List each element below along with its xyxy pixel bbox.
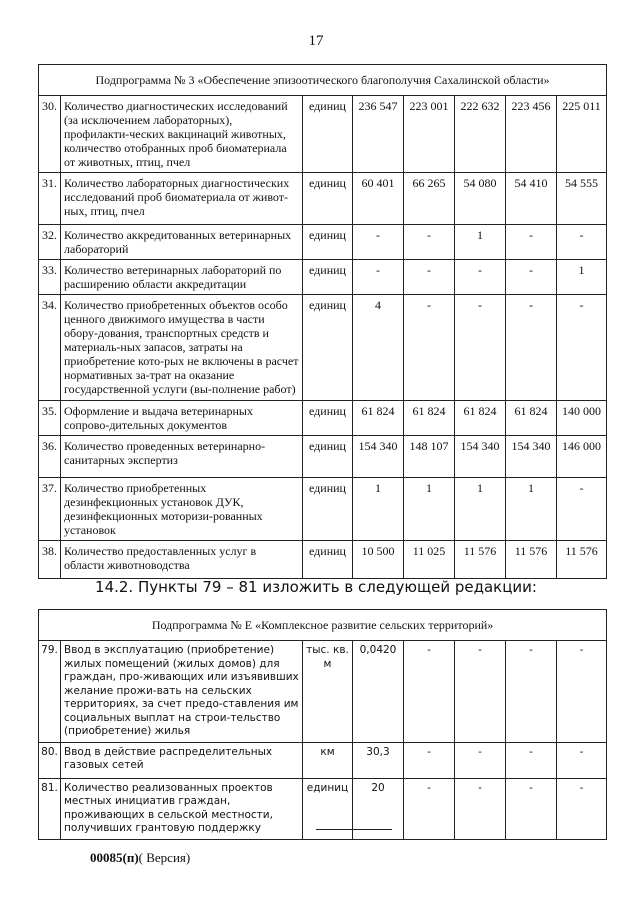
value-cell: - — [404, 225, 455, 260]
unit-cell: тыс. кв. м — [303, 641, 353, 743]
unit-cell: единиц — [303, 225, 353, 260]
value-cell: - — [455, 778, 506, 839]
value-cell: - — [506, 742, 557, 778]
table-row — [39, 742, 607, 778]
value-cell: 61 824 — [455, 401, 506, 436]
table-row — [39, 436, 607, 478]
row-number: 30. — [39, 96, 61, 173]
row-number: 80. — [39, 742, 61, 778]
value-cell: 11 576 — [557, 541, 607, 579]
value-cell: - — [455, 260, 506, 295]
value-cell: - — [404, 295, 455, 401]
document-code-number: 00085(п) — [90, 850, 139, 865]
value-cell: - — [557, 742, 607, 778]
indicator-name: Количество ветеринарных лабораторий по расширению области аккредитации — [61, 260, 303, 295]
unit-cell: единиц — [303, 401, 353, 436]
indicator-name: Количество проведенных ветеринарно-санитарных экспертиз — [61, 436, 303, 478]
table-row — [39, 295, 607, 401]
row-number: 34. — [39, 295, 61, 401]
value-cell: 223 456 — [506, 96, 557, 173]
document-code — [90, 850, 190, 866]
unit-cell: единиц — [303, 541, 353, 579]
value-cell: 61 824 — [506, 401, 557, 436]
value-cell: 11 576 — [455, 541, 506, 579]
value-cell: 1 — [557, 260, 607, 295]
value-cell: - — [455, 742, 506, 778]
value-cell: - — [557, 778, 607, 839]
row-number: 36. — [39, 436, 61, 478]
signature-line — [316, 829, 392, 830]
value-cell: 54 410 — [506, 173, 557, 225]
table-header-row — [39, 610, 607, 641]
value-cell: 30,3 — [353, 742, 404, 778]
value-cell: - — [557, 641, 607, 743]
value-cell: - — [506, 295, 557, 401]
unit-cell: единиц — [303, 260, 353, 295]
value-cell: - — [506, 225, 557, 260]
table-row — [39, 225, 607, 260]
unit-cell: единиц — [303, 96, 353, 173]
value-cell: 154 340 — [455, 436, 506, 478]
subprogram-header: Подпрограмма № Е «Комплексное развитие сельских территорий» — [39, 610, 607, 641]
table2-body — [39, 610, 607, 840]
value-cell: 11 025 — [404, 541, 455, 579]
unit-cell: единиц — [303, 478, 353, 541]
subprogram-header: Подпрограмма № 3 «Обеспечение эпизоотического благополучия Сахалинской области» — [39, 65, 607, 96]
value-cell: 11 576 — [506, 541, 557, 579]
indicator-name: Количество лабораторных диагностических исследований проб биоматериала от живот-ных, птиц, пчел — [61, 173, 303, 225]
document-code-version: ( Версия) — [138, 850, 191, 865]
value-cell: - — [455, 295, 506, 401]
page-number: 17 — [308, 33, 324, 49]
indicators-table-subprogram-3 — [38, 64, 607, 579]
indicator-name: Количество аккредитованных ветеринарных лабораторий — [61, 225, 303, 260]
value-cell: - — [404, 742, 455, 778]
indicator-name: Количество приобретенных объектов особо ценного движимого имущества в части обору-дования, транспортных средств и материаль-ных запасов, затраты на приобретение кото-рых не включены в расчет нормативных за-трат на оказание государственной услуги (вы-полнение работ) — [61, 295, 303, 401]
unit-cell: единиц — [303, 436, 353, 478]
value-cell: 10 500 — [353, 541, 404, 579]
indicator-name: Оформление и выдача ветеринарных сопрово-дительных документов — [61, 401, 303, 436]
value-cell: 54 555 — [557, 173, 607, 225]
value-cell: 146 000 — [557, 436, 607, 478]
value-cell: 222 632 — [455, 96, 506, 173]
indicators-table-subprogram-e — [38, 609, 607, 840]
value-cell: 1 — [353, 478, 404, 541]
row-number: 31. — [39, 173, 61, 225]
value-cell: - — [557, 295, 607, 401]
value-cell: 154 340 — [353, 436, 404, 478]
indicator-name: Ввод в эксплуатацию (приобретение) жилых помещений (жилых домов) для граждан, про-живающих или изъявивших желание прожи-вать на сельских территориях, за счет предо-ставления им социальных выплат на строи-тельство (приобретение) жилья — [61, 641, 303, 743]
value-cell: 225 011 — [557, 96, 607, 173]
row-number: 33. — [39, 260, 61, 295]
value-cell: - — [404, 778, 455, 839]
value-cell: 4 — [353, 295, 404, 401]
value-cell: 66 265 — [404, 173, 455, 225]
value-cell: - — [506, 778, 557, 839]
value-cell: - — [557, 478, 607, 541]
value-cell: 1 — [455, 225, 506, 260]
value-cell: 61 824 — [353, 401, 404, 436]
unit-cell: единиц — [303, 173, 353, 225]
indicator-name: Количество приобретенных дезинфекционных установок ДУК, дезинфекционных моторизи-рованных установок — [61, 478, 303, 541]
row-number: 38. — [39, 541, 61, 579]
indicator-name: Количество диагностических исследований (за исключением лабораторных), профилакти-ческих вакцинаций животных, количество отобранных проб биоматериала от животных, птиц, пчел — [61, 96, 303, 173]
row-number: 79. — [39, 641, 61, 743]
row-number: 35. — [39, 401, 61, 436]
row-number: 37. — [39, 478, 61, 541]
value-cell: 236 547 — [353, 96, 404, 173]
table-row — [39, 541, 607, 579]
value-cell: - — [353, 260, 404, 295]
table-row — [39, 96, 607, 173]
table-row — [39, 173, 607, 225]
indicator-name: Количество предоставленных услуг в области животноводства — [61, 541, 303, 579]
value-cell: 1 — [506, 478, 557, 541]
value-cell: - — [506, 641, 557, 743]
value-cell: 148 107 — [404, 436, 455, 478]
section-heading: 14.2. Пункты 79 – 81 изложить в следующей редакции: — [95, 578, 537, 596]
value-cell: 0,0420 — [353, 641, 404, 743]
value-cell: - — [506, 260, 557, 295]
value-cell: - — [455, 641, 506, 743]
value-cell: 20 — [353, 778, 404, 839]
value-cell: 60 401 — [353, 173, 404, 225]
unit-cell: единиц — [303, 778, 353, 839]
table-row — [39, 401, 607, 436]
unit-cell: км — [303, 742, 353, 778]
value-cell: 223 001 — [404, 96, 455, 173]
value-cell: - — [404, 641, 455, 743]
value-cell: 61 824 — [404, 401, 455, 436]
value-cell: 1 — [404, 478, 455, 541]
table-row — [39, 260, 607, 295]
row-number: 81. — [39, 778, 61, 839]
indicator-name: Количество реализованных проектов местных инициатив граждан, проживающих в сельской местности, получивших грантовую поддержку — [61, 778, 303, 839]
value-cell: 54 080 — [455, 173, 506, 225]
table-row — [39, 478, 607, 541]
value-cell: 140 000 — [557, 401, 607, 436]
table-header-row — [39, 65, 607, 96]
row-number: 32. — [39, 225, 61, 260]
value-cell: 1 — [455, 478, 506, 541]
indicator-name: Ввод в действие распределительных газовых сетей — [61, 742, 303, 778]
value-cell: - — [353, 225, 404, 260]
value-cell: 154 340 — [506, 436, 557, 478]
value-cell: - — [557, 225, 607, 260]
table-row — [39, 641, 607, 743]
table1-body — [39, 65, 607, 579]
unit-cell: единиц — [303, 295, 353, 401]
value-cell: - — [404, 260, 455, 295]
